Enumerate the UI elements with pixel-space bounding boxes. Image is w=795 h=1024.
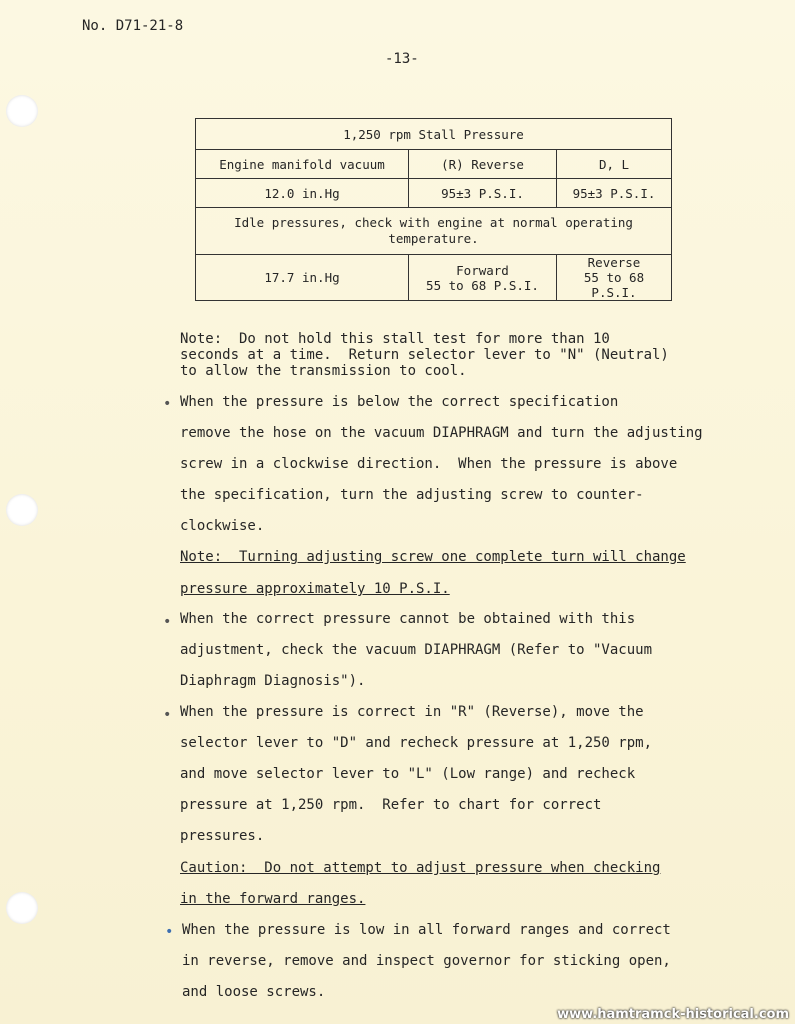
bullet-dot-3: • bbox=[163, 707, 172, 723]
document-number: No. D71-21-8 bbox=[82, 18, 184, 34]
page-number: -13- bbox=[385, 51, 419, 67]
bullet-dot-2: • bbox=[163, 614, 172, 630]
bullet-dot-1: • bbox=[163, 396, 172, 412]
value-reverse: 95±3 P.S.I. bbox=[409, 179, 557, 208]
header-engine-vacuum: Engine manifold vacuum bbox=[196, 150, 409, 179]
value-engine-vacuum: 12.0 in.Hg bbox=[196, 179, 409, 208]
caution-line1: Caution: Do not attempt to adjust pressure when checking bbox=[180, 860, 661, 876]
reverse-range: 55 to 68 P.S.I. bbox=[583, 270, 645, 300]
caution-line2: in the forward ranges. bbox=[180, 891, 366, 907]
header-drive-low: D, L bbox=[557, 150, 672, 179]
paragraph-pressure-correct: When the pressure is correct in "R" (Reverse), move the selector lever to "D" and recheck pressure at 1,250 rpm, and move selector lever to "L" (Low range) and recheck pressure at 1,250 rpm. Refer to chart for correct pressures. bbox=[180, 704, 653, 844]
stall-pressure-table bbox=[195, 118, 672, 301]
paragraph-pressure-low: When the pressure is low in all forward ranges and correct in reverse, remove and inspect governor for sticking open, and loose screws. bbox=[182, 922, 671, 1000]
idle-note-line2: temperature. bbox=[388, 231, 479, 246]
adjusting-note-line2: pressure approximately 10 P.S.I. bbox=[180, 581, 450, 597]
punch-hole-bottom bbox=[6, 892, 38, 924]
table-title: 1,250 rpm Stall Pressure bbox=[196, 119, 672, 150]
punch-hole-top bbox=[6, 95, 38, 127]
header-reverse: (R) Reverse bbox=[409, 150, 557, 179]
forward-range: 55 to 68 P.S.I. bbox=[426, 277, 539, 293]
idle-vacuum: 17.7 in.Hg bbox=[196, 255, 409, 301]
paragraph-pressure-below: When the pressure is below the correct specification remove the hose on the vacuum DIAPHRAGM and turn the adjusting screw in a clockwise direction. When the pressure is above the specification, turn the adjusting screw to counter- clockwise. bbox=[180, 394, 703, 534]
forward-label: Forward bbox=[456, 262, 509, 278]
stall-test-note: Note: Do not hold this stall test for more than 10 seconds at a time. Return selector lever to "N" (Neutral) to allow the transmission to cool. bbox=[180, 331, 669, 379]
bullet-dot-4: • bbox=[165, 924, 174, 940]
reverse-label: Reverse bbox=[587, 255, 641, 270]
idle-note-line1: Idle pressures, check with engine at normal operating bbox=[234, 215, 633, 230]
site-watermark: www.hamtramck-historical.com bbox=[557, 1007, 789, 1022]
paragraph-pressure-not-obtained: When the correct pressure cannot be obtained with this adjustment, check the vacuum DIAPHRAGM (Refer to "Vacuum Diaphragm Diagnosis"). bbox=[180, 611, 653, 689]
adjusting-note-line1: Note: Turning adjusting screw one complete turn will change bbox=[180, 549, 686, 565]
value-drive-low: 95±3 P.S.I. bbox=[557, 179, 672, 208]
idle-note-cell bbox=[196, 208, 672, 255]
idle-forward-cell bbox=[409, 255, 557, 301]
idle-reverse-cell bbox=[557, 255, 672, 301]
punch-hole-middle bbox=[6, 494, 38, 526]
